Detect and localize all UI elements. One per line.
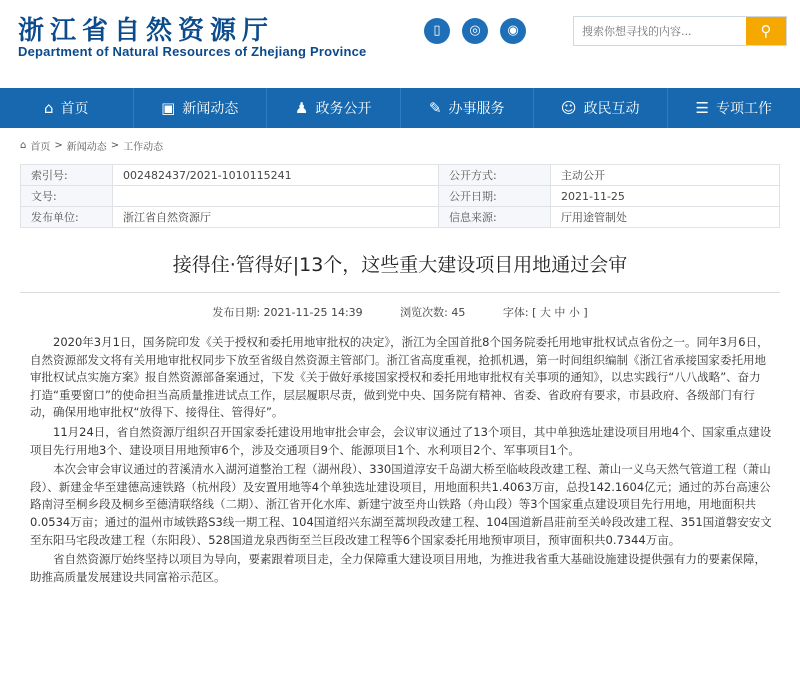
breadcrumb-home[interactable]: 首页 [30, 142, 51, 153]
article-body [30, 334, 772, 588]
label-index: 索引号: [21, 165, 113, 186]
breadcrumb-work[interactable]: 工作动态 [123, 142, 164, 153]
nav-label: 办事服务 [448, 101, 505, 117]
view-count: 浏览次数: 45 [400, 306, 466, 319]
site-header [0, 0, 800, 88]
paragraph: 11月24日，省自然资源厅组织召开国家委托建设用地审批会审会，会议审议通过了13个项目，其中单独选址建设项目用地4个、国家重点建设项目先行用地3个、建设项目用地预审6个，涉及交通项目9个、能源项目1个、水利项目2个、军事项目1个。 [30, 424, 772, 457]
label-publisher: 发布单位: [21, 207, 113, 228]
news-icon: ▣ [161, 99, 176, 117]
search-box [573, 16, 787, 46]
table-row [21, 186, 780, 207]
label-source: 信息来源: [439, 207, 551, 228]
value-doc-no [113, 186, 439, 207]
nav-item-service[interactable] [401, 88, 535, 128]
chevron-right-icon: > [110, 140, 120, 151]
table-row [21, 207, 780, 228]
nav-label: 首页 [60, 101, 89, 117]
paragraph: 2020年3月1日，国务院印发《关于授权和委托用地审批权的决定》，浙江为全国首批8个国务院委托用地审批权试点省份之一。同年3月6日，自然资源部发文将有关用地审批权同步下放至省级自然资源主管部门。浙江省高度重视，抢抓机遇，第一时间组织编制《浙江省承接国家委托用地审批权试点实施方案》报自然资源部备案通过，下发《关于做好承接国家授权和委托用地审批权有关事项的通知》，以忠实践行“八八战略”、奋力打造“重要窗口”的使命担当高质量推进试点工作，层层履职尽责，做到党中央、国务院有精神、省委、省政府有要求，市县政府、各级部门有行动，确保用地审批权“放得下、接得住、管得好”。 [30, 335, 769, 420]
wechat-icon[interactable]: ◎ [462, 18, 488, 44]
value-publisher: 浙江省自然资源厅 [113, 207, 439, 228]
main-nav [0, 88, 800, 128]
interaction-icon: ☺ [560, 99, 577, 117]
mobile-icon[interactable]: ▯ [424, 18, 450, 44]
search-icon: ⚲ [760, 22, 772, 40]
value-index: 002482437/2021-1010115241 [113, 165, 439, 186]
value-open-method: 主动公开 [551, 165, 780, 186]
label-open-method: 公开方式: [439, 165, 551, 186]
paragraph: 省自然资源厅始终坚持以项目为导向，要素跟着项目走，全力保障重大建设项目用地，为推进我省重大基础设施建设提供强有力的要素保障，助推高质量发展建设共同富裕示范区。 [30, 552, 766, 584]
font-size-switch[interactable]: 字体: [ 大 中 小 ] [502, 306, 588, 319]
paragraph: 本次会审会审议通过的苕溪清水入湖河道整治工程（湖州段）、330国道淳安千岛湖大桥至临岐段改建工程、萧山一义乌天然气管道工程（萧山段）、新建金华至建德高速铁路（杭州段）及安置用地等4个单独选址建设项目，用地面积共1.4063万亩，总投142.1604亿元；通过的苏台高速公路南浔至桐乡段及桐乡至德清联络线（二期）、浙江省开化水库、新建宁波至舟山铁路（舟山段）等3个国家重点建设项目先行用地，用地面积共0.0534万亩；通过的温州市域铁路S3线一期工程、104国道绍兴东湖至蒿坝段改建工程、104国道新昌莊前至关岭段改建工程、351国道磐安安文至东阳马宅段改建工程（东阳段）、528国道龙泉西街至兰巨段改建工程等6个国家委托用地预审项目，预审面积共0.7344万亩。 [30, 462, 772, 547]
breadcrumb [20, 138, 167, 153]
nav-item-interaction[interactable] [534, 88, 668, 128]
value-source: 厅用途管制处 [551, 207, 780, 228]
divider [20, 292, 780, 293]
label-open-date: 公开日期: [439, 186, 551, 207]
site-logo-cn[interactable]: 浙江省自然资源厅 [18, 16, 275, 46]
service-icon: ✎ [428, 99, 442, 117]
topic-icon: ☰ [695, 99, 709, 117]
site-logo-en[interactable]: Department of Natural Resources of Zhejiang Province [18, 44, 367, 59]
nav-item-home[interactable] [0, 88, 134, 128]
search-button[interactable] [746, 17, 786, 45]
article-meta [0, 304, 800, 320]
nav-item-news[interactable] [134, 88, 268, 128]
nav-label: 政民互动 [583, 101, 640, 117]
chevron-right-icon: > [54, 140, 63, 151]
home-icon: ⌂ [43, 99, 54, 117]
weibo-icon[interactable]: ◉ [500, 18, 526, 44]
article-title: 接得住·管得好|13个，这些重大建设项目用地通过会审 [172, 254, 628, 276]
nav-item-topic[interactable] [668, 88, 800, 128]
nav-item-gov[interactable] [267, 88, 401, 128]
value-open-date: 2021-11-25 [551, 186, 780, 207]
search-input[interactable] [574, 17, 748, 45]
home-icon: ⌂ [20, 140, 27, 151]
label-doc-no: 文号: [21, 186, 113, 207]
table-row [21, 165, 780, 186]
info-table [20, 164, 780, 228]
nav-label: 政务公开 [315, 101, 372, 117]
gov-icon: ♟ [295, 99, 309, 117]
nav-label: 新闻动态 [182, 101, 239, 117]
breadcrumb-news[interactable]: 新闻动态 [66, 142, 107, 153]
nav-label: 专项工作 [715, 101, 772, 117]
publish-date: 发布日期: 2021-11-25 14:39 [212, 306, 363, 319]
